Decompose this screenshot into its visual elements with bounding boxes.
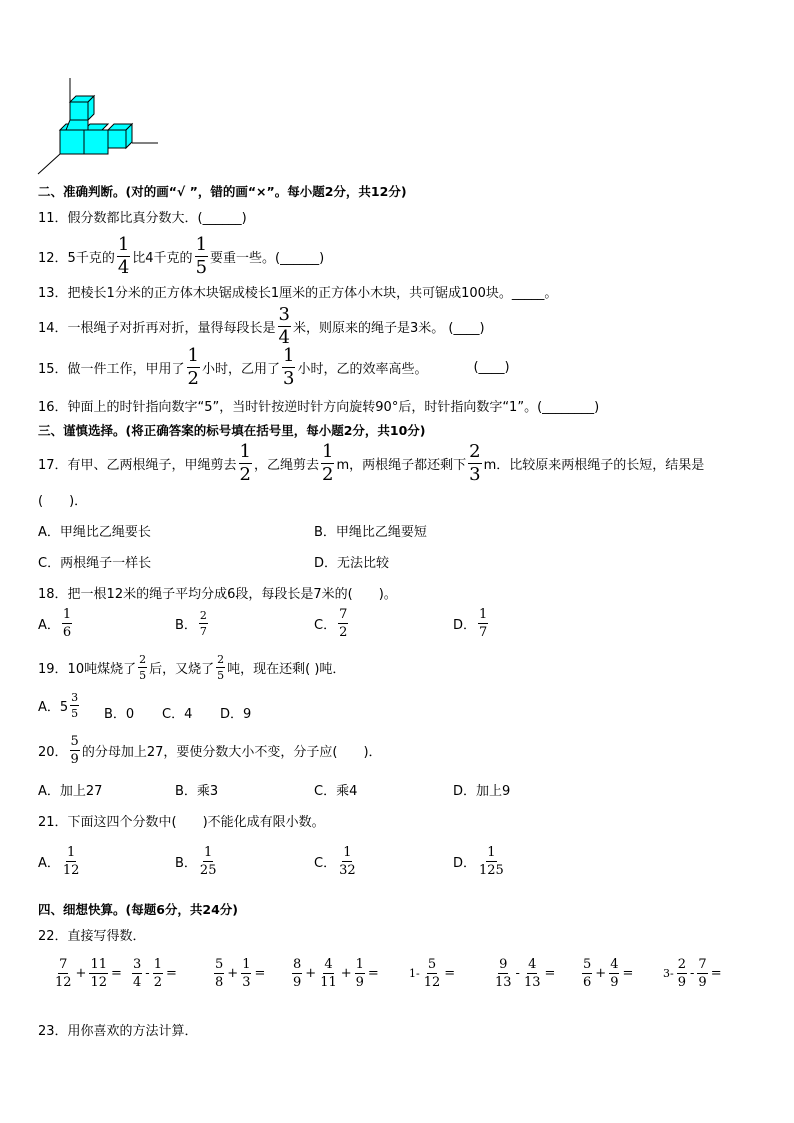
q15-text-c: 小时，乙的效率高些。 <box>297 362 428 377</box>
calc-3: 5 8 + $\frac{1}{3}$ = <box>215 957 266 990</box>
q12-frac1: 1 4 <box>117 234 130 278</box>
calc-8: 3- 2 9 - $\frac{7}{9}$ = <box>663 957 722 990</box>
q20-frac: 5 9 <box>70 734 79 767</box>
q19-frac2: 2 5 <box>217 653 225 682</box>
q20-text-a: 20． <box>38 745 68 760</box>
q19 <box>38 654 345 681</box>
q19-option-d[interactable]: D．9 <box>220 707 252 722</box>
section4-title: 四、细想快算。(每题6分，共24分) <box>38 902 239 917</box>
q18-option-a-frac: 1 6 <box>62 607 72 640</box>
q20-option-b[interactable]: B．乘3 <box>175 784 219 799</box>
q19-text-a: 19．10吨煤烧了 <box>38 662 137 677</box>
q21-option-d-frac: 1 125 <box>479 845 504 878</box>
q18-option-b[interactable]: B． 2 7 <box>175 609 207 638</box>
calc-1: 7 12 + $\frac{11}{12}$ = <box>55 957 122 990</box>
q15-text-d: (____) <box>473 360 510 375</box>
q21-option-c-frac: 1 32 <box>339 845 356 878</box>
q17-text-b: ，乙绳剪去 <box>254 458 320 473</box>
q18: 18．把一根12米的绳子平均分成6段，每段长是7米的( )。 <box>38 587 397 602</box>
q21-option-d[interactable]: D． 1 125 <box>453 845 504 878</box>
q21-option-b[interactable]: B． 1 25 <box>175 845 217 878</box>
q18-option-d-frac: 1 7 <box>479 607 488 640</box>
q15-frac1: 1 2 <box>187 345 199 389</box>
q17-paren: ( )． <box>38 494 88 509</box>
section3-title: 三、谨慎选择。(将正确答案的标号填在括号里，每小题2分，共10分) <box>38 423 426 438</box>
calc-6: 9 13 - $\frac{4}{13}$ = <box>495 957 556 990</box>
calc-2: 3 4 - $\frac{1}{2}$ = <box>133 957 177 990</box>
q21: 21．下面这四个分数中( )不能化成有限小数。 <box>38 815 325 830</box>
q19-option-c[interactable]: C．4 <box>162 707 193 722</box>
q20-text-b: 的分母加上27，要使分数大小不变，分子应( )． <box>81 745 382 760</box>
calc-7: 5 6 + $\frac{4}{9}$ = <box>583 957 634 990</box>
q17-text-a: 17．有甲、乙两根绳子，甲绳剪去 <box>38 458 237 473</box>
calc-4: 8 9 + $\frac{4}{11}$ + $\frac{1}{9}$ = <box>293 957 379 990</box>
cube-figure <box>36 74 164 176</box>
q21-option-c[interactable]: C． 1 32 <box>314 845 356 878</box>
q19-text-c: 吨，现在还剩( )吨． <box>227 662 346 677</box>
q21-option-b-frac: 1 25 <box>199 845 217 878</box>
q17 <box>38 443 704 484</box>
q12-text-a: 12．5千克的 <box>38 251 115 266</box>
q21-option-a[interactable]: A． 1 12 <box>38 845 80 878</box>
q19-text-b: 后，又烧了 <box>149 662 215 677</box>
q14-text-b: 米，则原来的绳子是3米。 (____) <box>293 321 485 336</box>
q13: 13．把棱长1分米的正方体木块锯成棱长1厘米的正方体小木块，共可锯成100块。_____。 <box>38 286 558 301</box>
q17-frac2: 1 2 <box>322 441 334 485</box>
q17-option-b[interactable]: B．甲绳比乙绳要短 <box>314 525 427 540</box>
section2-title: 二、准确判断。(对的画“√ ”，错的画“×”。每小题2分，共12分) <box>38 184 407 199</box>
q21-option-a-frac: 1 12 <box>62 845 80 878</box>
calc-5: 1- $\frac{5}{12}$ = <box>409 957 456 990</box>
q20 <box>38 735 382 766</box>
q20-option-a[interactable]: A．加上27 <box>38 784 103 799</box>
q19-option-b[interactable]: B．0 <box>104 707 135 722</box>
q15-frac2: 1 3 <box>283 345 295 389</box>
q22: 22．直接写得数． <box>38 929 146 944</box>
q20-option-c[interactable]: C．乘4 <box>314 784 358 799</box>
q18-option-d[interactable]: D． 1 7 <box>453 607 488 640</box>
q19-option-a-frac: 3 5 <box>71 691 79 720</box>
q17-text-c: m，两根绳子都还剩下 <box>336 458 467 473</box>
q17-frac1: 1 2 <box>239 441 251 485</box>
q20-option-d[interactable]: D．加上9 <box>453 784 511 799</box>
q12-text-c: 要重一些。(______) <box>210 251 325 266</box>
q18-option-b-frac: 2 7 <box>199 609 207 638</box>
q14-frac: 3 4 <box>278 304 290 348</box>
q17-option-c[interactable]: C．两根绳子一样长 <box>38 556 152 571</box>
q15 <box>38 347 510 388</box>
q14 <box>38 306 485 347</box>
q18-option-a[interactable]: A． 1 6 <box>38 607 72 640</box>
q17-text-d: m．比较原来两根绳子的长短，结果是 <box>483 458 705 473</box>
q12-frac2: 1 5 <box>195 234 208 278</box>
q15-text-a: 15．做一件工作，甲用了 <box>38 362 185 377</box>
q15-text-b: 小时，乙用了 <box>202 362 281 377</box>
q19-option-a[interactable]: A．5 3 5 <box>38 691 79 720</box>
q12-text-b: 比4千克的 <box>132 251 193 266</box>
q14-text-a: 14．一根绳子对折再对折，量得每段长是 <box>38 321 276 336</box>
q11: 11．假分数都比真分数大．(______) <box>38 211 247 226</box>
q17-option-d[interactable]: D．无法比较 <box>314 556 390 571</box>
q17-option-a[interactable]: A．甲绳比乙绳要长 <box>38 525 151 540</box>
q16: 16．钟面上的时针指向数字“5”，当时针按逆时针方向旋转90°后，时针指向数字“1”。(________) <box>38 400 600 415</box>
q18-option-c-frac: 7 2 <box>339 607 348 640</box>
q19-frac1: 2 5 <box>139 653 147 682</box>
q18-option-c[interactable]: C． 7 2 <box>314 607 348 640</box>
q17-frac3: 2 3 <box>469 441 481 485</box>
q12 <box>38 236 324 277</box>
q23: 23．用你喜欢的方法计算． <box>38 1024 198 1039</box>
